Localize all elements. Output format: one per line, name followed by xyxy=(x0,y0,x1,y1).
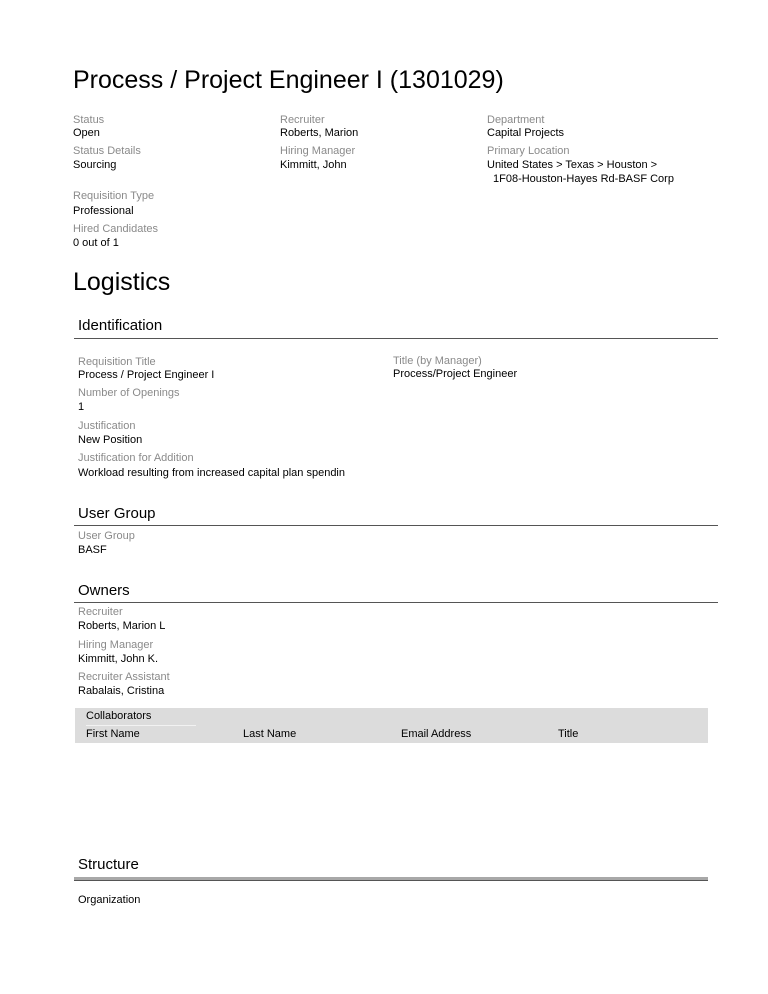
column-header-email: Email Address xyxy=(401,728,472,740)
primary-location-label: Primary Location xyxy=(487,145,570,157)
owner-hiring-manager-label: Hiring Manager xyxy=(78,639,154,651)
user-group-label: User Group xyxy=(78,530,135,542)
requisition-title-value: Process / Project Engineer I xyxy=(78,369,215,381)
logistics-heading: Logistics xyxy=(73,268,171,296)
recruiter-label: Recruiter xyxy=(280,114,325,126)
collaborators-heading: Collaborators xyxy=(86,710,152,722)
hired-candidates-value: 0 out of 1 xyxy=(73,237,119,249)
user-group-divider xyxy=(74,525,718,526)
openings-value: 1 xyxy=(78,401,85,413)
page-title: Process / Project Engineer I (1301029) xyxy=(73,66,504,94)
structure-heading: Structure xyxy=(78,856,139,873)
department-label: Department xyxy=(487,114,545,126)
owner-hiring-manager-value: Kimmitt, John K. xyxy=(78,653,159,665)
requisition-type-value: Professional xyxy=(73,205,134,217)
primary-location-line2: 1F08-Houston-Hayes Rd-BASF Corp xyxy=(493,173,674,185)
owners-divider xyxy=(74,602,718,603)
owners-heading: Owners xyxy=(78,582,130,599)
primary-location-line1: United States > Texas > Houston > xyxy=(487,159,658,171)
structure-divider xyxy=(74,877,708,881)
openings-label: Number of Openings xyxy=(78,387,180,399)
owner-recruiter-value: Roberts, Marion L xyxy=(78,620,166,632)
justification-label: Justification xyxy=(78,420,136,432)
status-value: Open xyxy=(73,127,100,139)
column-header-title: Title xyxy=(558,728,579,740)
identification-divider xyxy=(74,338,718,339)
owner-recruiter-assistant-value: Rabalais, Cristina xyxy=(78,685,165,697)
organization-label: Organization xyxy=(78,894,141,906)
hiring-manager-label: Hiring Manager xyxy=(280,145,356,157)
status-details-value: Sourcing xyxy=(73,159,117,171)
recruiter-value: Roberts, Marion xyxy=(280,127,359,139)
status-label: Status xyxy=(73,114,105,126)
column-header-first-name: First Name xyxy=(86,728,140,740)
title-by-manager-label: Title (by Manager) xyxy=(393,355,482,367)
title-by-manager-value: Process/Project Engineer xyxy=(393,368,518,380)
hired-candidates-label: Hired Candidates xyxy=(73,223,158,235)
status-details-label: Status Details xyxy=(73,145,141,157)
owner-recruiter-assistant-label: Recruiter Assistant xyxy=(78,671,170,683)
owner-recruiter-label: Recruiter xyxy=(78,606,123,618)
requisition-type-label: Requisition Type xyxy=(73,190,155,202)
hiring-manager-value: Kimmitt, John xyxy=(280,159,347,171)
justification-addition-label: Justification for Addition xyxy=(78,452,194,464)
collaborators-divider xyxy=(86,725,196,726)
justification-addition-value: Workload resulting from increased capital plan spendin xyxy=(78,467,345,479)
user-group-heading: User Group xyxy=(78,505,156,522)
identification-heading: Identification xyxy=(78,317,163,334)
requisition-title-label: Requisition Title xyxy=(78,356,156,368)
justification-value: New Position xyxy=(78,434,143,446)
user-group-value: BASF xyxy=(78,544,107,556)
department-value: Capital Projects xyxy=(487,127,565,139)
column-header-last-name: Last Name xyxy=(243,728,297,740)
